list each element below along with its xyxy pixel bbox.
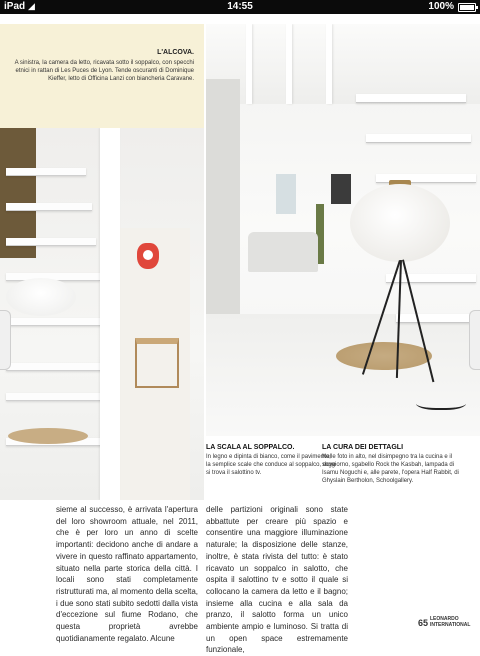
photo-stair-step <box>6 393 112 401</box>
page-number: 65 <box>418 618 429 628</box>
caption-alcova <box>0 24 204 128</box>
caption-text: A sinistra, la camera da letto, ricavata sotto il soppalco, con specchi etnici in rattan di Les Puces de Lyon. Tende oscuranti di Dominique Kieffer, letto di Officina Lanzi con biancheria Caravane. <box>14 60 194 82</box>
photo-beam <box>326 24 332 104</box>
photo-stair-step <box>366 134 471 143</box>
photo-artwork <box>331 174 351 204</box>
photo-basket <box>8 428 88 444</box>
article-column-1: sieme al successo, è arrivata l'apertura del loro showroom attuale, nel 2011, che è per loro un anno di scelte importanti: decidono anche di andare a vivere in questo raffinato appartamento, situato nella parte storica della città. I locali sono stati completamente ristrutturati ma, al momento della scelta, i due sono stati subito sedotti dalla vista d'eccezione sul fiume Rodano, che questa proprietà avrebbe quotidianamente regalato. Alcune <box>56 505 198 643</box>
caption-dettagli <box>322 444 472 485</box>
caption-text: Nelle foto in alto, nel disimpegno tra la cucina e il soggiorno, sgabello Rock the Kasbah, lampada di Isamu Noguchi e, alle parete, l'opera Half Rabbit, di Ghyslain Bertholon, Schoolgallery. <box>322 454 459 484</box>
photo-living-right <box>206 24 480 436</box>
photo-stair-step <box>396 314 476 323</box>
battery-percent: 100% <box>428 1 454 12</box>
next-page-tab[interactable] <box>469 310 480 370</box>
noguchi-lamp <box>350 184 450 262</box>
status-bar <box>0 0 480 14</box>
photo-lamp-cord <box>416 394 466 410</box>
photo-stair-step <box>6 238 96 246</box>
red-sign-icon <box>137 243 159 269</box>
brand-name: LEONARDO <box>430 616 459 622</box>
article-column-2: delle partizioni originali sono state abbattute per creare più spazio e consentire una maggiore illuminazione naturale; la disposizione delle stanze, inoltre, è stata rivista del tutto: è stato ricavato un soppalco in salotto, che ospita il salottino tv e sotto il quale si collocano la camera da letto e il bagno; insieme alla cucina e alla sala da pranzo, il salotto forma un unico ambiente ampio e luminoso. Si tratta di un open space estremamente funzionale, <box>206 505 348 655</box>
photo-beam <box>286 24 292 104</box>
photo-rug <box>336 342 432 370</box>
previous-page-tab[interactable] <box>0 310 11 370</box>
clock: 14:55 <box>227 1 253 12</box>
photo-staircase-left <box>0 128 204 500</box>
magazine-brand <box>430 616 470 628</box>
caption-title: LA SCALA AL SOPPALCO. <box>206 444 295 451</box>
brand-subtitle: INTERNATIONAL <box>430 622 471 628</box>
photo-lamp <box>6 278 76 316</box>
caption-title: L'ALCOVA. <box>157 49 194 56</box>
photo-sofa <box>248 232 318 272</box>
photo-window <box>276 174 296 214</box>
wifi-icon: ◢ <box>28 1 35 11</box>
photo-chair <box>135 338 179 388</box>
photo-stair-step <box>6 203 92 211</box>
battery-icon <box>458 3 476 12</box>
photo-stair-step <box>356 94 466 103</box>
photo-stair-step <box>6 168 86 176</box>
carrier-label: iPad <box>4 1 26 12</box>
photo-stair-step <box>6 318 104 326</box>
magazine-page <box>0 14 480 655</box>
caption-title: LA CURA DEI DETTAGLI <box>322 444 404 451</box>
photo-beam <box>246 24 252 104</box>
photo-beam <box>100 128 120 500</box>
photo-floor <box>206 314 480 436</box>
caption-text: In legno e dipinta di bianco, come il pavimento, la semplice scale che conduce al soppalco, dove si trova il salottino tv. <box>206 454 336 476</box>
photo-stair-step <box>6 363 108 371</box>
caption-scala <box>206 444 336 477</box>
